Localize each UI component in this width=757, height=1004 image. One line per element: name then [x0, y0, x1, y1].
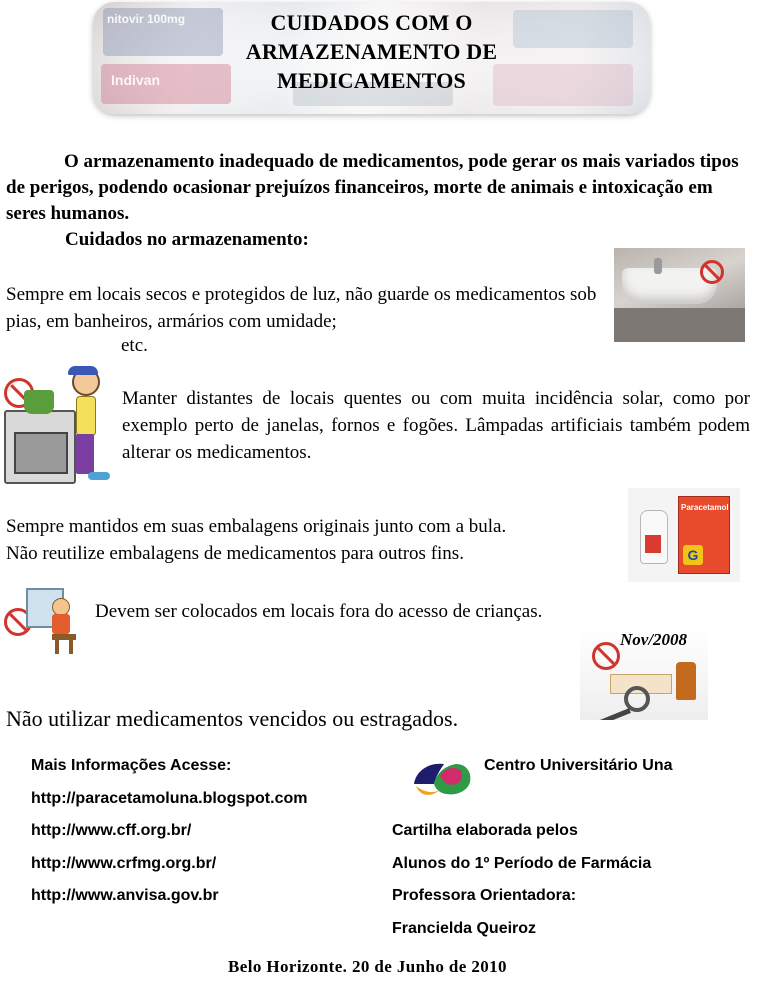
una-logo-icon	[410, 754, 474, 800]
prohibition-icon	[592, 642, 620, 670]
child-body	[52, 614, 70, 634]
credit-line: Cartilha elaborada pelos	[392, 822, 578, 839]
link-cff[interactable]: http://www.cff.org.br/	[31, 822, 192, 839]
oven-door	[14, 432, 68, 474]
oven-icon	[4, 410, 76, 484]
dropper-bottle-icon	[640, 510, 668, 564]
syrup-bottle-icon	[676, 662, 696, 700]
stool-leg	[55, 640, 59, 654]
faucet-icon	[654, 258, 662, 274]
medicine-box-label: Paracetamol	[681, 503, 729, 512]
intro-paragraph: O armazenamento inadequado de medicamentos, pode gerar os mais variados tipos de perigos, podendo ocasionar prejuízos financeiros, morte de animais e intoxicação em seres humanos.	[6, 151, 739, 224]
medicine-package-image	[628, 488, 740, 582]
medicine-box-label: nitovir 100mg	[107, 12, 186, 26]
link-anvisa[interactable]: http://www.anvisa.gov.br	[31, 887, 219, 904]
prohibition-icon	[700, 260, 724, 284]
link-blog[interactable]: http://paracetamoluna.blogspot.com	[31, 790, 308, 807]
credit-line: Alunos do 1º Período de Farmácia	[392, 855, 652, 872]
boy-shoe	[88, 472, 110, 480]
credit-line: Professora Orientadora:	[392, 887, 577, 904]
care-expired-text: Não utilizar medicamentos vencidos ou estragados.	[6, 706, 459, 731]
section-heading: Cuidados no armazenamento:	[65, 229, 309, 250]
bottle-label	[645, 535, 661, 553]
sink-image	[614, 248, 745, 342]
care-children-text: Devem ser colocados em locais fora do acesso de crianças.	[95, 601, 543, 622]
header-banner	[93, 2, 650, 114]
cap-icon	[68, 366, 98, 375]
child-cabinet-illustration	[0, 586, 84, 656]
medicine-box-label: Indivan	[111, 72, 161, 88]
care-packaging-text-2: Não reutilize embalagens de medicamentos para outros fins.	[6, 543, 464, 564]
boy-oven-illustration	[0, 366, 115, 488]
pot-icon	[24, 390, 54, 414]
link-crfmg[interactable]: http://www.crfmg.org.br/	[31, 855, 217, 872]
medicine-box-icon	[678, 496, 730, 574]
una-logo	[410, 754, 474, 800]
credit-line: Francielda Queiroz	[392, 920, 537, 937]
boy-pants	[76, 434, 94, 474]
place-date: Belo Horizonte. 20 de Junho de 2010	[228, 957, 507, 976]
page-title: CUIDADOS COM O ARMAZENAMENTO DE MEDICAMENTOS	[245, 10, 498, 93]
links-title: Mais Informações Acesse:	[31, 757, 232, 774]
expired-medicine-image	[580, 628, 708, 720]
magnifier-handle	[590, 708, 631, 720]
university-name: Centro Universitário Una	[484, 757, 673, 774]
sink-cabinet	[614, 308, 745, 342]
boy-shirt	[76, 396, 96, 436]
care-packaging-text-1: Sempre mantidos em suas embalagens originais junto com a bula.	[6, 516, 507, 537]
date-stamp: Nov/2008	[620, 630, 688, 649]
care-heat-text: Manter distantes de locais quentes ou com muita incidência solar, como por exemplo perto de janelas, fornos e fogões. Lâmpadas artificiais também podem alterar os medicamentos.	[122, 388, 750, 463]
care-dry-places-etc: etc.	[121, 335, 148, 356]
care-dry-places-text: Sempre em locais secos e protegidos de luz, não guarde os medicamentos sob pias, em banheiros, armários com umidade;	[6, 284, 597, 332]
stool-leg	[69, 640, 73, 654]
generic-badge: G	[683, 545, 703, 565]
